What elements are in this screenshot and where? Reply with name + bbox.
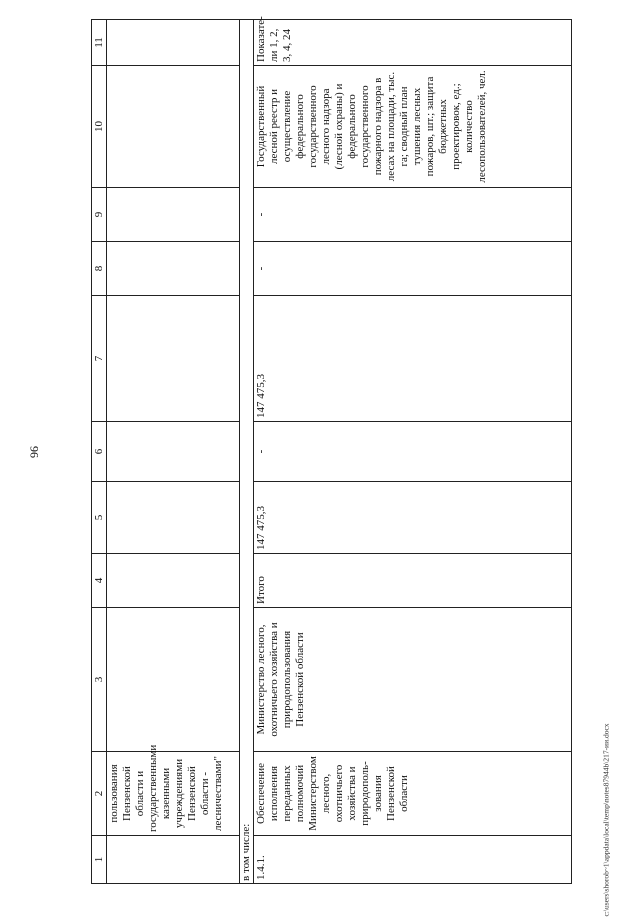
page-number: 96 (27, 446, 42, 458)
rotated-table-container (91, 16, 581, 884)
table-row (254, 20, 572, 884)
header-cell: 5 (92, 482, 107, 554)
col9-value: - (254, 188, 572, 242)
header-cell: 11 (92, 20, 107, 66)
result-indicators: Государственный лесной реестр и осуществление федерального государственного лесного надзора (лесной охраны) и федерального государственного пожарного надзора в лесах на площади, тыс. га; сводный план тушения лесных пожаров, шт.; защита бюджетных проектировок, ед.; количество лесопользователей, чел. (254, 66, 572, 188)
indicator-refs: Показате-ли 1, 2, 3, 4, 24 (254, 20, 572, 66)
header-cell: 9 (92, 188, 107, 242)
funding-source: Итого (254, 554, 572, 608)
header-cell: 7 (92, 296, 107, 422)
program-table (91, 16, 572, 884)
footer-file-path: c:\users\shorob~1\appdata\local\temp\notes87944b\217-ии.docx (601, 723, 611, 917)
header-cell: 2 (92, 752, 107, 836)
header-cell: 1 (92, 836, 107, 884)
header-cell: 8 (92, 242, 107, 296)
col7-value: 147 475,3 (254, 296, 572, 422)
continuation-row (107, 20, 240, 884)
col8-value: - (254, 242, 572, 296)
activity-name: Обеспечение исполнения переданных полномочий Министерством лесного, охотничьего хозяйства и природополь-зования Пензенской области (254, 752, 572, 836)
header-row (92, 20, 107, 884)
row-number: 1.4.1. (254, 836, 572, 884)
header-cell: 4 (92, 554, 107, 608)
header-cell: 6 (92, 422, 107, 482)
header-cell: 10 (92, 66, 107, 188)
subheading-row (240, 20, 254, 884)
col6-value: - (254, 422, 572, 482)
header-cell: 3 (92, 608, 107, 752)
executor: Министерство лесного, охотничьего хозяйства и природопользования Пензенской области (254, 608, 572, 752)
subheading-cell: в том числе: (240, 20, 254, 884)
total-amount: 147 475,3 (254, 482, 572, 554)
continuation-text: пользования Пензенской области и государственными казенными учреждениями Пензенской области - лесничествами" (107, 752, 240, 836)
